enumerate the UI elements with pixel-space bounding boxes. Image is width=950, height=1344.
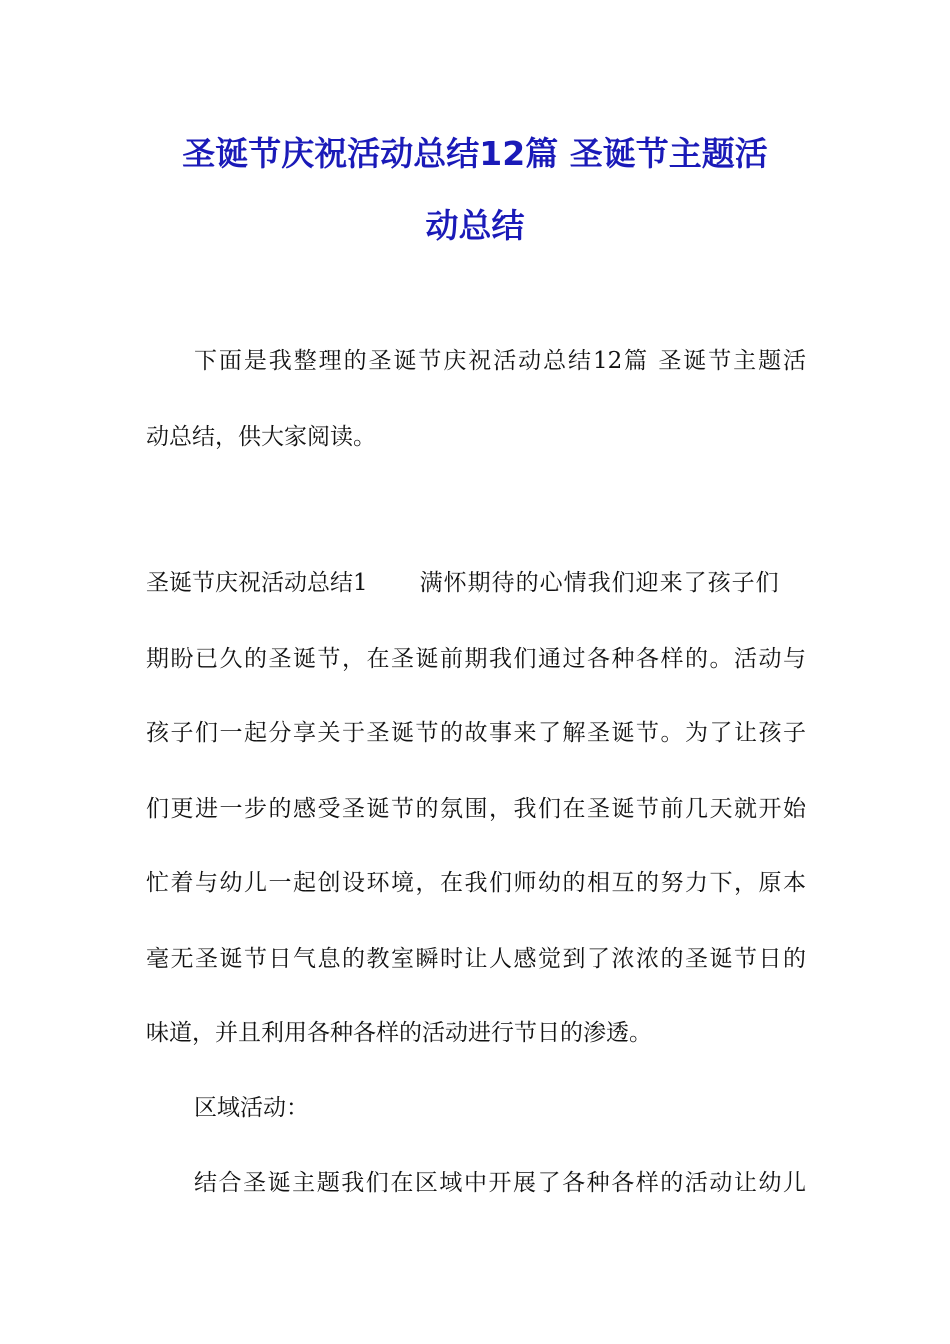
subheading: 区域活动： (194, 1095, 309, 1121)
section-1-line: 们更进一步的感受圣诞节的氛围，我们在圣诞节前几天就开始 (146, 796, 806, 822)
section-1-line: 忙着与幼儿一起创设环境，在我们师幼的相互的努力下，原本 (146, 870, 806, 896)
section-1-line: 期盼已久的圣诞节，在圣诞前期我们通过各种各样的。活动与 (146, 646, 806, 672)
paragraph-line: 结合圣诞主题我们在区域中开展了各种各样的活动让幼儿 (194, 1170, 806, 1196)
section-1-line: 孩子们一起分享关于圣诞节的故事来了解圣诞节。为了让孩子 (146, 720, 806, 746)
section-1-first-line-text: 满怀期待的心情我们迎来了孩子们 (419, 570, 780, 596)
intro-line-1: 下面是我整理的圣诞节庆祝活动总结12篇 圣诞节主题活 (194, 348, 806, 374)
section-1-heading: 圣诞节庆祝活动总结1 (146, 570, 368, 596)
document-title-line-1: 圣诞节庆祝活动总结12篇 圣诞节主题活 (182, 134, 768, 173)
intro-line-2: 动总结，供大家阅读。 (146, 424, 376, 450)
section-1-line: 毫无圣诞节日气息的教室瞬时让人感觉到了浓浓的圣诞节日的 (146, 946, 806, 972)
section-1-first-line (146, 569, 806, 597)
section-1-line: 味道，并且利用各种各样的活动进行节日的渗透。 (146, 1020, 652, 1046)
document-title-line-2: 动总结 (425, 206, 525, 245)
